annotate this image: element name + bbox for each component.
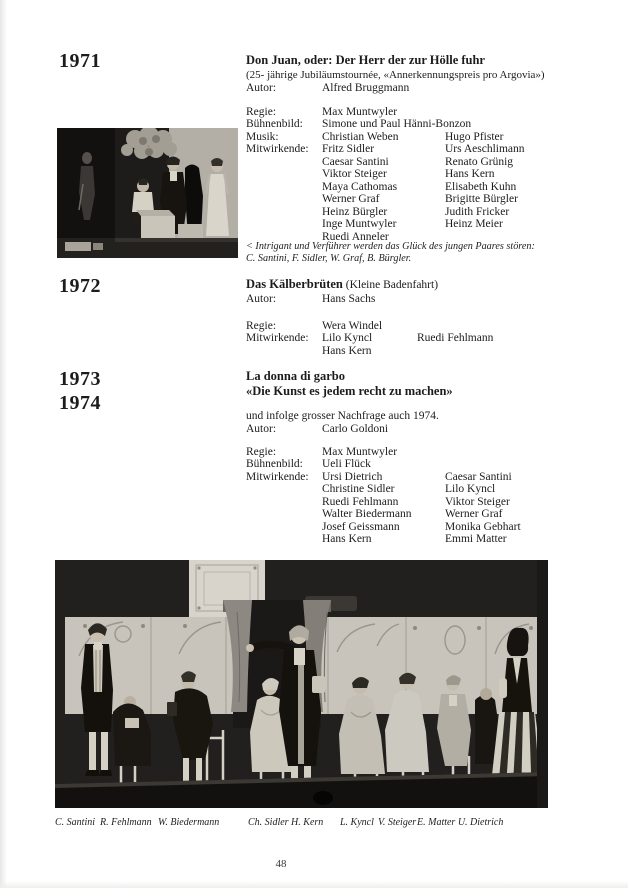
year-1974: 1974 xyxy=(59,391,101,414)
credit-row xyxy=(246,118,608,131)
author-name: Carlo Goldoni xyxy=(322,423,389,435)
credit-label xyxy=(246,206,322,219)
credit-row xyxy=(246,320,608,333)
caption-name: Ch. Sidler H. Kern xyxy=(248,817,324,828)
credit-label: Bühnenbild: xyxy=(246,458,303,470)
credit-name-col1: Ursi Dietrich xyxy=(322,470,383,483)
author-row-1972 xyxy=(246,293,608,306)
credit-name-col2: Monika Gebhart xyxy=(445,520,521,533)
credit-label xyxy=(246,218,322,231)
credit-name-col2 xyxy=(445,118,608,131)
author-row-1973 xyxy=(246,423,608,436)
credit-name-col2: Lilo Kyncl xyxy=(445,483,496,495)
credit-row xyxy=(246,521,608,534)
photo-caption-line1: < Intrigant und Verführer werden das Glück des jungen Paares stören: xyxy=(246,241,535,252)
caption-name: W. Biedermann xyxy=(158,817,220,828)
section-1971 xyxy=(246,53,608,264)
credit-row xyxy=(246,131,608,144)
author-row-1971 xyxy=(246,82,608,95)
credit-name-col2: Urs Aeschlimann xyxy=(445,143,525,155)
credits-list-1971 xyxy=(246,106,608,244)
credit-label xyxy=(246,496,322,509)
credit-name-col2 xyxy=(445,446,608,459)
credit-label xyxy=(246,156,322,169)
credit-label: Musik: xyxy=(246,130,279,143)
credit-name-col1: Ruedi Anneler xyxy=(322,230,389,243)
credit-name-col1: Walter Biedermann xyxy=(322,508,412,520)
scan-edge-left xyxy=(0,0,7,888)
author-name: Alfred Bruggmann xyxy=(322,82,410,94)
caption-name: R. Fehlmann xyxy=(100,817,152,828)
credit-label xyxy=(246,508,322,521)
production-title-1973-line1: La donna di garbo xyxy=(246,369,345,383)
credit-name-col2: Ruedi Fehlmann xyxy=(417,332,494,344)
credit-label: Regie: xyxy=(246,445,277,458)
author-label: Autor: xyxy=(246,82,277,94)
credit-label: Bühnenbild: xyxy=(246,118,303,130)
credit-name-col2: Elisabeth Kuhn xyxy=(445,180,517,193)
credit-row xyxy=(246,533,608,546)
page-number: 48 xyxy=(275,858,287,870)
credit-row xyxy=(246,156,608,169)
credit-name-col1: Simone und Paul Hänni-Bonzon xyxy=(322,118,472,130)
credit-name-col1: Inge Muntwyler xyxy=(322,218,397,230)
credit-row xyxy=(246,332,608,345)
production-photo-1973-74 xyxy=(55,560,548,808)
credit-name-col1: Viktor Steiger xyxy=(322,168,387,180)
credit-name-col1: Wera Windel xyxy=(322,319,383,332)
production-note-1973: und infolge grosser Nachfrage auch 1974. xyxy=(246,410,439,422)
credit-name-col2: Viktor Steiger xyxy=(445,495,510,508)
credit-name-col2: Heinz Meier xyxy=(445,218,503,230)
credit-name-col2: Emmi Matter xyxy=(445,533,507,545)
year-heading-1972: 1972 xyxy=(59,275,101,297)
credit-name-col2 xyxy=(445,458,608,471)
credit-name-col1: Christine Sidler xyxy=(322,483,395,495)
credit-name-col1: Ruedi Fehlmann xyxy=(322,495,399,508)
credit-name-col1: Lilo Kyncl xyxy=(322,332,373,344)
credit-name-col2: Renato Grünig xyxy=(445,155,514,168)
section-1973-1974 xyxy=(246,369,608,546)
credit-label: Mitwirkende: xyxy=(246,143,309,155)
credit-row xyxy=(246,471,608,484)
credit-row xyxy=(246,181,608,194)
author-label: Autor: xyxy=(246,293,277,305)
production-title-1972 xyxy=(246,277,608,293)
credit-name-col2: Hans Kern xyxy=(445,168,495,180)
credit-label xyxy=(246,521,322,534)
credit-row xyxy=(246,345,608,358)
credit-name-col2 xyxy=(445,106,608,119)
year-heading-1973-1974 xyxy=(59,368,101,415)
caption-name: V. Steiger xyxy=(378,817,417,828)
credit-name-col1: Werner Graf xyxy=(322,193,380,205)
credit-row xyxy=(246,168,608,181)
credit-name-col1: Josef Geissmann xyxy=(322,520,400,533)
author-label: Autor: xyxy=(246,423,277,435)
credit-name-col2: Caesar Santini xyxy=(445,470,512,483)
production-photo-1971 xyxy=(57,128,238,258)
credits-list-1973 xyxy=(246,446,608,546)
caption-name: C. Santini xyxy=(55,817,96,828)
credit-label xyxy=(246,181,322,194)
credit-row xyxy=(246,106,608,119)
credit-name-col2: Judith Fricker xyxy=(445,205,510,218)
credit-row xyxy=(246,446,608,459)
credit-label xyxy=(246,483,322,496)
credit-name-col1: Maya Cathomas xyxy=(322,180,398,193)
credit-row xyxy=(246,143,608,156)
credit-row xyxy=(246,193,608,206)
title-bold: Das Kälberbrüten xyxy=(246,277,343,291)
credit-name-col1: Hans Kern xyxy=(322,344,372,357)
photo-caption-1971 xyxy=(246,241,608,264)
credits-list-1972 xyxy=(246,320,608,358)
caption-name: E. Matter U. Dietrich xyxy=(417,817,504,828)
credit-label: Mitwirkende: xyxy=(246,332,309,344)
credit-label: Regie: xyxy=(246,319,277,332)
photo-caption-line2: C. Santini, F. Sidler, W. Graf, B. Bürgler. xyxy=(246,252,412,264)
author-name: Hans Sachs xyxy=(322,293,376,305)
bottom-photo-caption xyxy=(0,817,628,831)
production-title-1971: Don Juan, oder: Der Herr der zur Hölle fuhr xyxy=(246,53,485,67)
credit-name-col1: Christian Weben xyxy=(322,130,399,143)
scan-edge-bottom xyxy=(0,881,628,888)
credit-name-col2 xyxy=(417,345,608,358)
credit-row xyxy=(246,508,608,521)
caption-name: L. Kyncl xyxy=(340,817,374,828)
credit-name-col1: Fritz Sidler xyxy=(322,143,375,155)
credit-label xyxy=(246,345,322,358)
credit-name-col2: Hugo Pfister xyxy=(445,130,504,143)
year-heading-1971: 1971 xyxy=(59,50,101,72)
credit-row xyxy=(246,496,608,509)
title-rest: (Kleine Badenfahrt) xyxy=(342,279,439,291)
credit-name-col1: Hans Kern xyxy=(322,533,372,545)
credit-row xyxy=(246,483,608,496)
credit-label xyxy=(246,193,322,206)
section-1972 xyxy=(246,277,608,357)
credit-label: Regie: xyxy=(246,105,277,118)
credit-name-col1: Caesar Santini xyxy=(322,155,389,168)
credit-label xyxy=(246,168,322,181)
credit-label: Mitwirkende: xyxy=(246,470,309,483)
credit-label xyxy=(246,533,322,546)
credit-name-col2 xyxy=(417,320,608,333)
credit-row xyxy=(246,218,608,231)
production-subtitle-1971: (25- jährige Jubiläumstournée, «Annerkennungspreis pro Argovia») xyxy=(246,69,545,81)
credit-name-col1: Max Muntwyler xyxy=(322,445,398,458)
credit-name-col1: Max Muntwyler xyxy=(322,105,398,118)
credit-name-col1: Heinz Bürgler xyxy=(322,205,388,218)
credit-name-col2: Brigitte Bürgler xyxy=(445,193,518,205)
credit-name-col1: Ueli Flück xyxy=(322,458,371,470)
credit-name-col2: Werner Graf xyxy=(445,508,503,520)
year-1973: 1973 xyxy=(59,368,101,390)
credit-row xyxy=(246,206,608,219)
production-title-1973-line2: «Die Kunst es jedem recht zu machen» xyxy=(246,384,453,398)
credit-row xyxy=(246,458,608,471)
